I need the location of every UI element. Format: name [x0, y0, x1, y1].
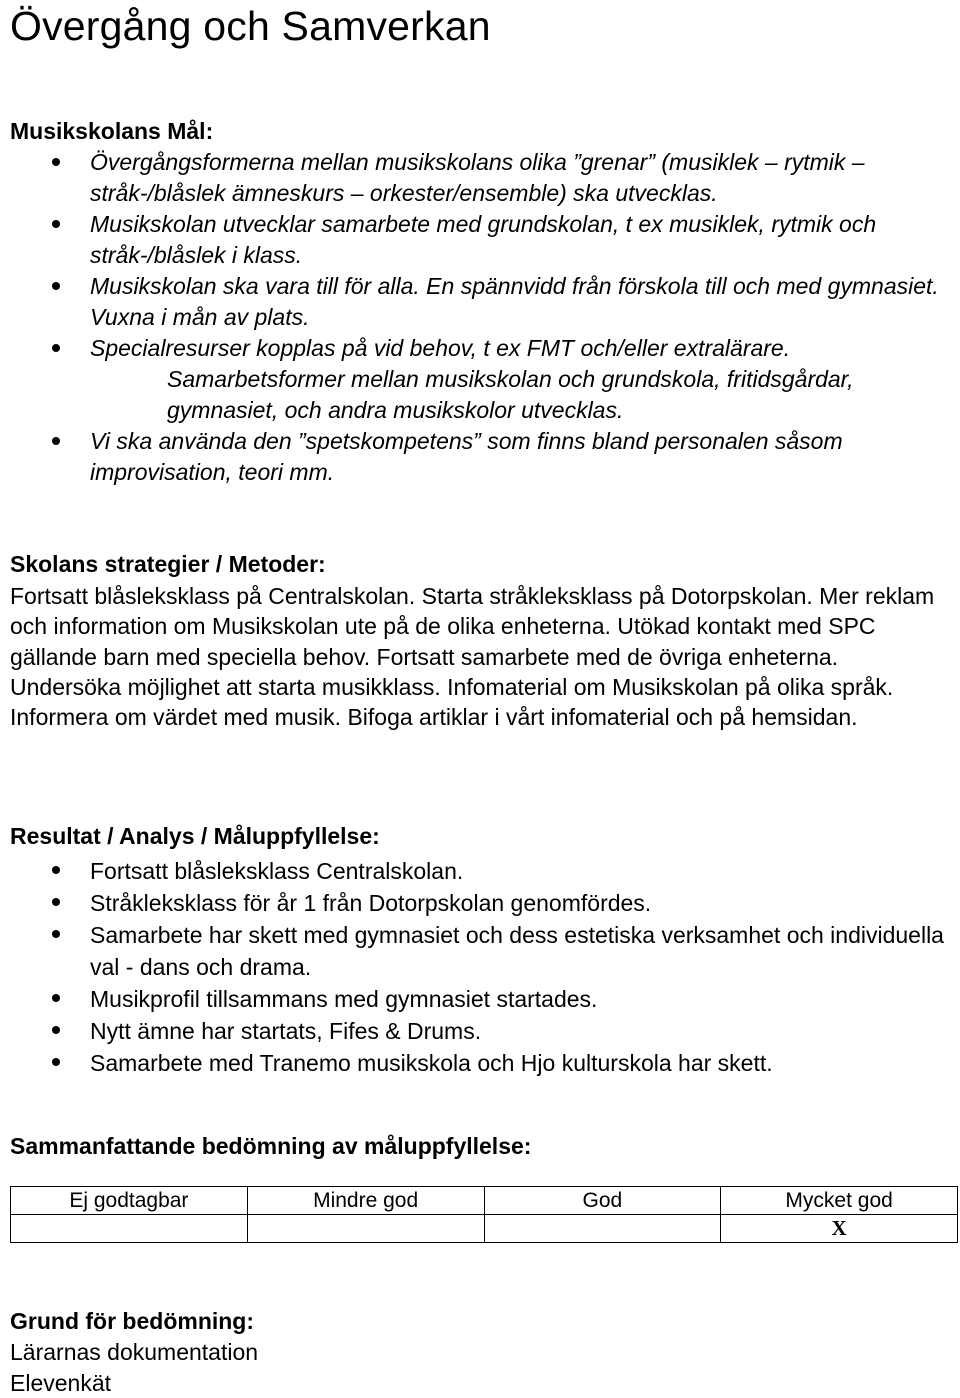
assessment-header-row [11, 1187, 958, 1215]
goal-item: Musikskolan ska vara till för alla. En spännvidd från förskola till och med gymnasiet. Vuxna i mån av plats. [10, 271, 955, 333]
assessment-mark-cell [484, 1215, 721, 1243]
assessment-column-label: Ej godtagbar [11, 1187, 248, 1215]
assessment-heading: Sammanfattande bedömning av måluppfyllelse: [10, 1131, 531, 1161]
result-item: Samarbete med Tranemo musikskola och Hjo kulturskola har skett. [10, 1047, 955, 1079]
assessment-mark-row [11, 1215, 958, 1243]
assessment-mark-cell: X [721, 1215, 958, 1243]
basis-heading: Grund för bedömning: [10, 1306, 254, 1336]
goal-item: Specialresurser kopplas på vid behov, t ex FMT och/eller extralärare. [10, 333, 955, 364]
assessment-column-label: Mindre god [247, 1187, 484, 1215]
goal-item: Övergångsformerna mellan musikskolans olika ”grenar” (musiklek – rytmik – stråk-/blåslek ämneskurs – orkester/ensemble) ska utvecklas. [10, 147, 955, 209]
result-item: Nytt ämne har startats, Fifes & Drums. [10, 1015, 955, 1047]
assessment-mark-cell [247, 1215, 484, 1243]
goals-heading: Musikskolans Mål: [10, 116, 213, 146]
result-item: Samarbete har skett med gymnasiet och dess estetiska verksamhet och individuella val - dans och drama. [10, 919, 955, 983]
results-list [10, 855, 955, 1079]
page-title: Övergång och Samverkan [10, 0, 491, 52]
assessment-column-label: God [484, 1187, 721, 1215]
basis-line: Lärarnas dokumentation [10, 1337, 258, 1368]
assessment-column-label: Mycket god [721, 1187, 958, 1215]
goal-item: Samarbetsformer mellan musikskolan och grundskola, fritidsgårdar, gymnasiet, och andra musikskolor utvecklas. [10, 364, 955, 426]
strategies-heading: Skolans strategier / Metoder: [10, 549, 326, 579]
result-item: Musikprofil tillsammans med gymnasiet startades. [10, 983, 955, 1015]
goals-list [10, 147, 955, 488]
assessment-table [10, 1186, 958, 1243]
assessment-mark-cell [11, 1215, 248, 1243]
basis-line: Elevenkät [10, 1368, 258, 1398]
goal-item: Musikskolan utvecklar samarbete med grundskolan, t ex musiklek, rytmik och stråk-/blåslek i klass. [10, 209, 955, 271]
goal-item: Vi ska använda den ”spetskompetens” som finns bland personalen såsom improvisation, teori mm. [10, 426, 955, 488]
result-item: Fortsatt blåsleksklass Centralskolan. [10, 855, 955, 887]
results-heading: Resultat / Analys / Måluppfyllelse: [10, 821, 380, 851]
basis-lines [10, 1337, 258, 1398]
result-item: Stråkleksklass för år 1 från Dotorpskolan genomfördes. [10, 887, 955, 919]
strategies-text: Fortsatt blåsleksklass på Centralskolan. Starta stråkleksklass på Dotorpskolan. Mer reklam och information om Musikskolan ute på de olika enheterna. Utökad kontakt med SPC gällande barn med speciella behov. Fortsatt samarbete med de övriga enheterna. Undersöka möjlighet att starta musikklass. Infomaterial om Musikskolan på olika språk. Informera om värdet med musik. Bifoga artiklar i vårt infomaterial och på hemsidan. [10, 581, 945, 732]
